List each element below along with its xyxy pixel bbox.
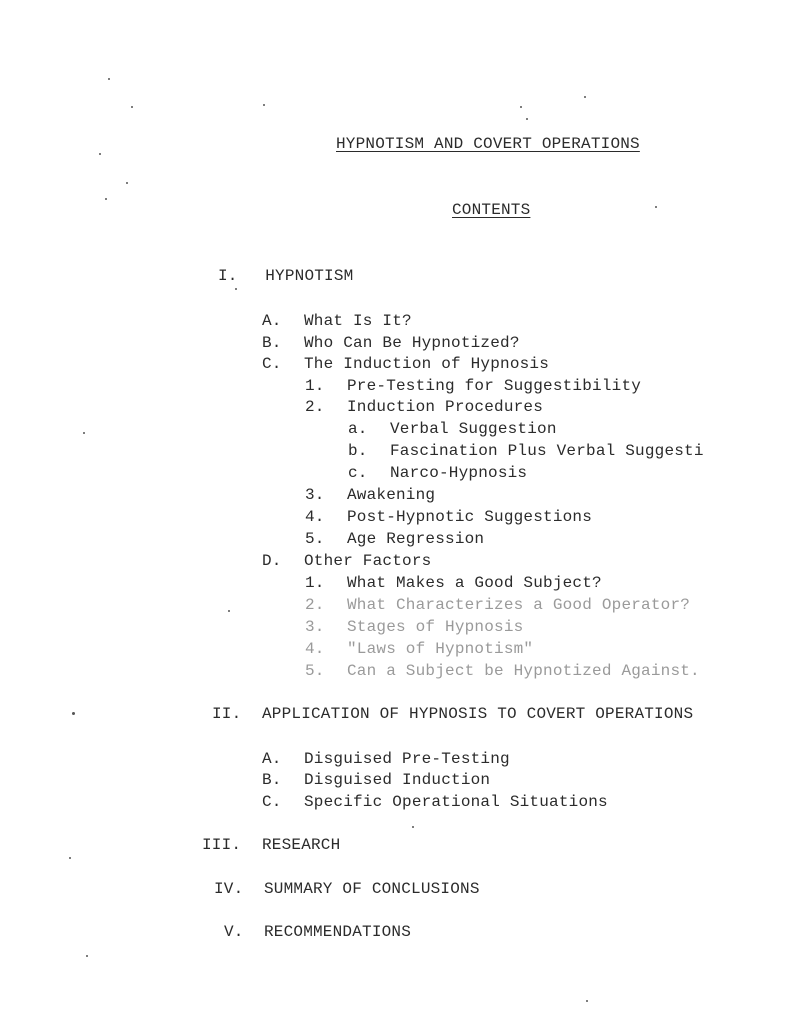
section-number: V.	[224, 923, 244, 941]
toc-item-text: Narco-Hypnosis	[390, 464, 528, 482]
toc-item-text: Disguised Induction	[304, 771, 491, 789]
toc-subsubitem	[348, 463, 528, 483]
toc-item-number: b.	[348, 442, 368, 460]
scan-speck	[655, 206, 657, 208]
toc-item-text: Who Can Be Hypnotized?	[304, 334, 520, 352]
toc-item-number: c.	[348, 464, 368, 482]
section-number: III.	[202, 836, 242, 854]
toc-item	[262, 311, 412, 331]
section-title: HYPNOTISM	[265, 267, 354, 285]
toc-subitem	[305, 529, 485, 549]
section-number: I.	[218, 267, 238, 285]
section-title: APPLICATION OF HYPNOSIS TO COVERT OPERATIONS	[262, 705, 694, 723]
toc-item-number: 2.	[305, 398, 325, 416]
toc-subsubitem	[348, 441, 704, 461]
toc-item-text: "Laws of Hypnotism"	[347, 640, 534, 658]
scan-speck	[105, 198, 107, 200]
toc-item	[262, 354, 550, 374]
scan-speck	[126, 182, 128, 184]
toc-item-text: Pre-Testing for Suggestibility	[347, 377, 642, 395]
toc-item-number: 1.	[305, 377, 325, 395]
section-heading	[202, 835, 341, 855]
scan-speck	[235, 288, 237, 290]
section-heading	[218, 266, 353, 286]
toc-subitem	[305, 595, 691, 615]
toc-subitem	[305, 639, 534, 659]
scan-speck	[586, 1000, 588, 1002]
scan-speck	[228, 610, 230, 612]
scan-speck	[584, 96, 586, 98]
toc-item-number: B.	[262, 334, 282, 352]
toc-item-number: 4.	[305, 508, 325, 526]
toc-item-text: The Induction of Hypnosis	[304, 355, 550, 373]
toc-item-text: Other Factors	[304, 552, 432, 570]
toc-item-text: Verbal Suggestion	[390, 420, 557, 438]
section-heading	[224, 922, 412, 942]
toc-item-number: 1.	[305, 574, 325, 592]
toc-item-text: Stages of Hypnosis	[347, 618, 524, 636]
toc-item-text: Specific Operational Situations	[304, 793, 608, 811]
toc-item-text: Disguised Pre-Testing	[304, 750, 510, 768]
toc-subitem	[305, 376, 642, 396]
scan-speck	[69, 857, 71, 859]
toc-item-number: 5.	[305, 662, 325, 680]
scan-speck	[83, 432, 85, 434]
section-title: SUMMARY OF CONCLUSIONS	[264, 880, 480, 898]
toc-item	[262, 333, 520, 353]
toc-item-text: Fascination Plus Verbal Suggesti	[390, 442, 704, 460]
toc-subitem	[305, 507, 593, 527]
scan-speck	[99, 153, 101, 155]
toc-item-number: 3.	[305, 618, 325, 636]
toc-item	[262, 770, 491, 790]
section-heading	[214, 879, 480, 899]
toc-item-number: a.	[348, 420, 368, 438]
toc-item-number: 4.	[305, 640, 325, 658]
section-heading	[212, 704, 694, 724]
contents-heading: CONTENTS	[452, 201, 531, 219]
document-title: HYPNOTISM AND COVERT OPERATIONS	[336, 135, 640, 153]
toc-item-number: C.	[262, 355, 282, 373]
toc-item-number: 2.	[305, 596, 325, 614]
scan-speck	[526, 118, 528, 120]
toc-item-number: C.	[262, 793, 282, 811]
toc-subitem	[305, 573, 602, 593]
section-title: RECOMMENDATIONS	[264, 923, 412, 941]
section-title: RESEARCH	[262, 836, 341, 854]
toc-item-text: Can a Subject be Hypnotized Against.	[347, 662, 700, 680]
toc-item-text: Induction Procedures	[347, 398, 544, 416]
scan-speck	[86, 955, 88, 957]
toc-item	[262, 551, 432, 571]
scan-speck	[108, 78, 110, 80]
toc-subitem	[305, 661, 700, 681]
toc-subsubitem	[348, 419, 557, 439]
scan-speck	[412, 826, 414, 828]
toc-item-text: What Characterizes a Good Operator?	[347, 596, 691, 614]
toc-subitem	[305, 617, 524, 637]
scan-speck	[131, 106, 133, 108]
scan-speck	[72, 712, 75, 715]
section-number: II.	[212, 705, 242, 723]
toc-item-text: What Makes a Good Subject?	[347, 574, 602, 592]
toc-item-text: What Is It?	[304, 312, 412, 330]
toc-subitem	[305, 485, 436, 505]
toc-subitem	[305, 397, 544, 417]
toc-item-text: Awakening	[347, 486, 436, 504]
toc-item-number: D.	[262, 552, 282, 570]
scan-speck	[520, 106, 522, 108]
scan-speck	[263, 104, 265, 106]
toc-item-number: B.	[262, 771, 282, 789]
toc-item	[262, 792, 608, 812]
toc-item-text: Post-Hypnotic Suggestions	[347, 508, 593, 526]
toc-item-number: 3.	[305, 486, 325, 504]
toc-item-number: 5.	[305, 530, 325, 548]
section-number: IV.	[214, 880, 244, 898]
toc-item-number: A.	[262, 312, 282, 330]
toc-item-number: A.	[262, 750, 282, 768]
toc-item-text: Age Regression	[347, 530, 485, 548]
toc-item	[262, 749, 510, 769]
